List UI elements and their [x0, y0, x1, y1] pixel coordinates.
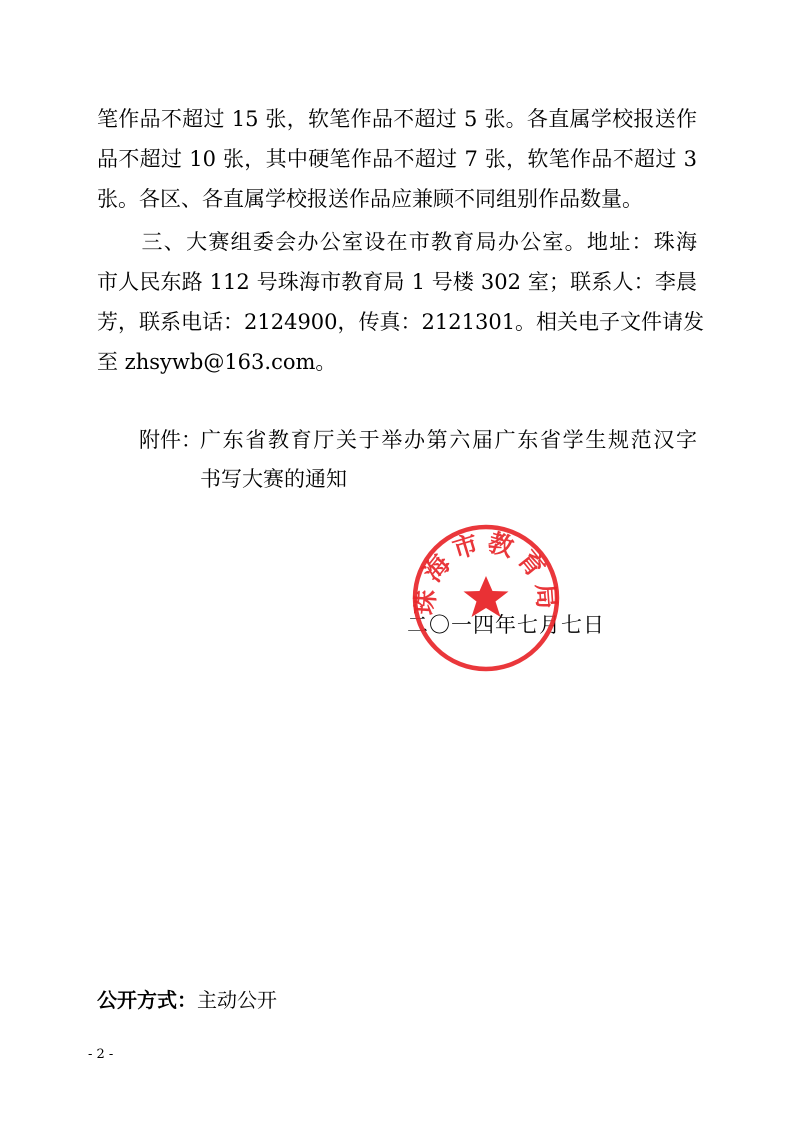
attachment-title-line-1: 广东省教育厅关于举办第六届广东省学生规范汉字: [200, 428, 697, 452]
attachment-label: 附件：: [139, 428, 202, 452]
disclosure-label: 公开方式：: [97, 988, 197, 1012]
body-line-4: 三、大赛组委会办公室设在市教育局办公室。地址：珠海: [97, 230, 697, 254]
star-icon: [464, 576, 509, 617]
body-line-5: 市人民东路 112 号珠海市教育局 1 号楼 302 室；联系人：李晨: [97, 270, 697, 294]
attachment-title-line-2: 书写大赛的通知: [200, 467, 347, 491]
body-line-2: 品不超过 10 张，其中硬笔作品不超过 7 张，软笔作品不超过 3: [97, 147, 697, 171]
body-line-7: 至 zhsywb@163.com。: [97, 350, 337, 374]
seal-text: 珠海市教育局: [410, 527, 562, 616]
body-line-1: 笔作品不超过 15 张，软笔作品不超过 5 张。各直属学校报送作: [97, 107, 697, 131]
body-line-6: 芳，联系电话：2124900，传真：2121301。相关电子文件请发: [97, 310, 705, 334]
official-seal: [410, 522, 562, 674]
page-number: - 2 -: [88, 1047, 114, 1062]
issue-date: 二〇一四年七月七日: [407, 613, 605, 637]
body-line-3: 张。各区、各直属学校报送作品应兼顾不同组别作品数量。: [97, 187, 643, 211]
disclosure-value: 主动公开: [197, 988, 277, 1012]
disclosure-line: [97, 985, 277, 1015]
